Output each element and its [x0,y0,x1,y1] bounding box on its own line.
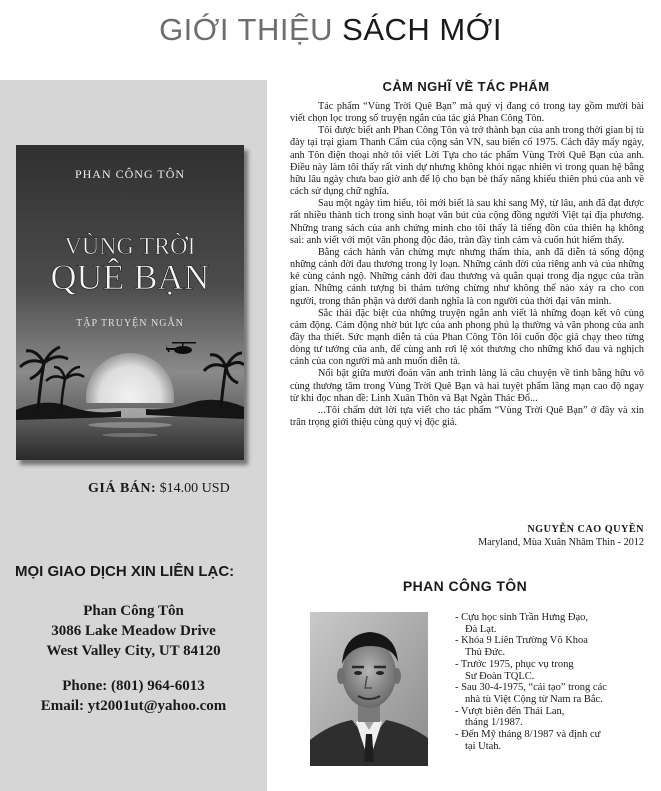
article-paragraph: Bằng cách hành văn chừng mực nhưng thấm thía, anh đã diễn tả sống động những cảnh đời đau thương trong ly loạn. Những cảnh đời của riêng anh và của những kẻ cùng cảnh ngộ. Những cảnh đời đau thương và quằn quại trong địa ngục của trần gian. Những cảnh tượng bi thảm tưởng chừng như không thể nào xảy ra cho con người, trong thân phận và dưới danh nghĩa là con người của thời đại văn minh. [290,246,644,307]
contact-address-line2: West Valley City, UT 84120 [46,643,221,659]
book-subtitle: TẬP TRUYỆN NGẮN [76,318,184,329]
price-label: GIÁ BÁN: [88,481,157,496]
article-paragraph: ...Tôi chấm dứt lời tựa viết cho tác phẩm “Vùng Trời Quê Bạn” ở đây và xin trân trọng giới thiệu cùng quý vị độc giả. [290,404,644,429]
author-portrait [310,612,428,766]
contact-address-line1: 3086 Lake Meadow Drive [51,623,216,639]
bio-item: - Sau 30-4-1975, “cải tạo” trong các nhà tù Việt Cộng từ Nam ra Bắc. [455,682,607,705]
bio-item: - Vượt biên đến Thái Lan, tháng 1/1987. [455,705,565,729]
author-heading: PHAN CÔNG TÔN [402,578,528,594]
article-paragraph: Sắc thái đặc biệt của những truyện ngắn anh viết là những đoạn kết vô cùng cảm động. Cảm động nhờ bút lực của anh phong phú lạ thường và văn phong của anh đầy tha thiết. Sức mạnh diễn tả của Phan Công Tôn lôi cuốn độc giả chạy theo từng dòng tư tưởng của anh, để cùng anh rơi lệ xót thương cho những khổ đau và nghịch cảnh của con người mà anh muốn diễn tả. [290,307,644,368]
book-title-line1: VÙNG TRỜI [64,234,196,260]
banner-part1: GIỚI THIỆU [159,12,334,47]
contact-name: Phan Công Tôn [83,603,184,619]
signature-place: Maryland, Mùa Xuân Nhâm Thìn - 2012 [478,537,644,548]
article-paragraph: Sau một ngày tìm hiểu, tôi mới biết là sau khi sang Mỹ, từ lâu, anh đã đạt được rất nhiều thành tích trong sinh hoạt văn bút của cộng đồng người Việt tại địa phương. Những trang sách của anh chứng minh cho tôi thấy là tiếng đồn của thiên hạ không sai: anh viết với một văn phong độc đáo, tràn đầy tình cảm và cuốn hút hiếm thấy. [290,198,644,246]
bio-item: - Cựu học sinh Trần Hưng Đạo, Đà Lạt. [455,612,589,635]
book-cover [16,145,244,460]
signature-name: NGUYỄN CAO QUYỀN [527,524,644,535]
article-body [290,101,644,429]
page-banner [0,12,661,48]
article-heading: CẢM NGHĨ VỀ TÁC PHẨM [382,79,550,94]
price-value: $14.00 USD [159,481,230,496]
banner-part2: SÁCH MỚI [342,12,502,47]
contact-email: Email: yt2001ut@yahoo.com [40,698,227,714]
contact-phone: Phone: (801) 964-6013 [62,678,205,694]
article-paragraph: Tác phẩm “Vùng Trời Quê Bạn” mà quý vị đang có trong tay gồm mười bài viết chọn lọc trong số truyện ngắn của tác giả Phan Công Tôn. [290,101,644,125]
book-author: PHAN CÔNG TÔN [74,167,186,181]
contact-title: MỌI GIAO DỊCH XIN LIÊN LẠC: [15,563,235,580]
book-title-line2: QUÊ BẠN [50,257,210,297]
article-paragraph: Tôi được biết anh Phan Công Tôn và trở thành bạn của anh trong thời gian bị tù đày tại trại giam Thanh Cẩm của cộng sản VN, sau biến cố 1975. Cách đây mấy ngày, anh Tôn điện thoại nhờ tôi viết Lời Tựa cho tác phẩm Vùng Trời Quê Bạn của anh. Điều này làm tôi thấy rất vinh dự nhưng không khỏi ngạc nhiên vì trong quan hệ bằng hữu lâu ngày chưa bao giờ anh để lộ cho bạn bè thấy năng khiếu thiên phú của anh về cách sử dụng chữ nghĩa. [290,125,644,198]
bio-item: - Khóa 9 Liên Trường Võ Khoa Thủ Đức. [455,635,588,659]
article-signature [290,523,644,549]
contact-block [0,601,267,716]
bio-item: - Trước 1975, phục vụ trong Sư Đoàn TQLC. [455,658,574,682]
article-paragraph: Nổi bật giữa mười đoản văn anh trình làng là câu chuyện về tình bằng hữu vô cùng thương tâm trong Vùng Trời Quê Bạn và hai tuyệt phẩm lãng mạn cao độ ngay từ khi đọc nhan đề: Linh Xuân Thôn và Bạt Ngàn Thác Đổ... [290,368,644,404]
price-line [88,481,230,497]
bio-item: - Đến Mỹ tháng 8/1987 và định cư tại Utah. [455,729,601,752]
author-bio [455,612,655,752]
